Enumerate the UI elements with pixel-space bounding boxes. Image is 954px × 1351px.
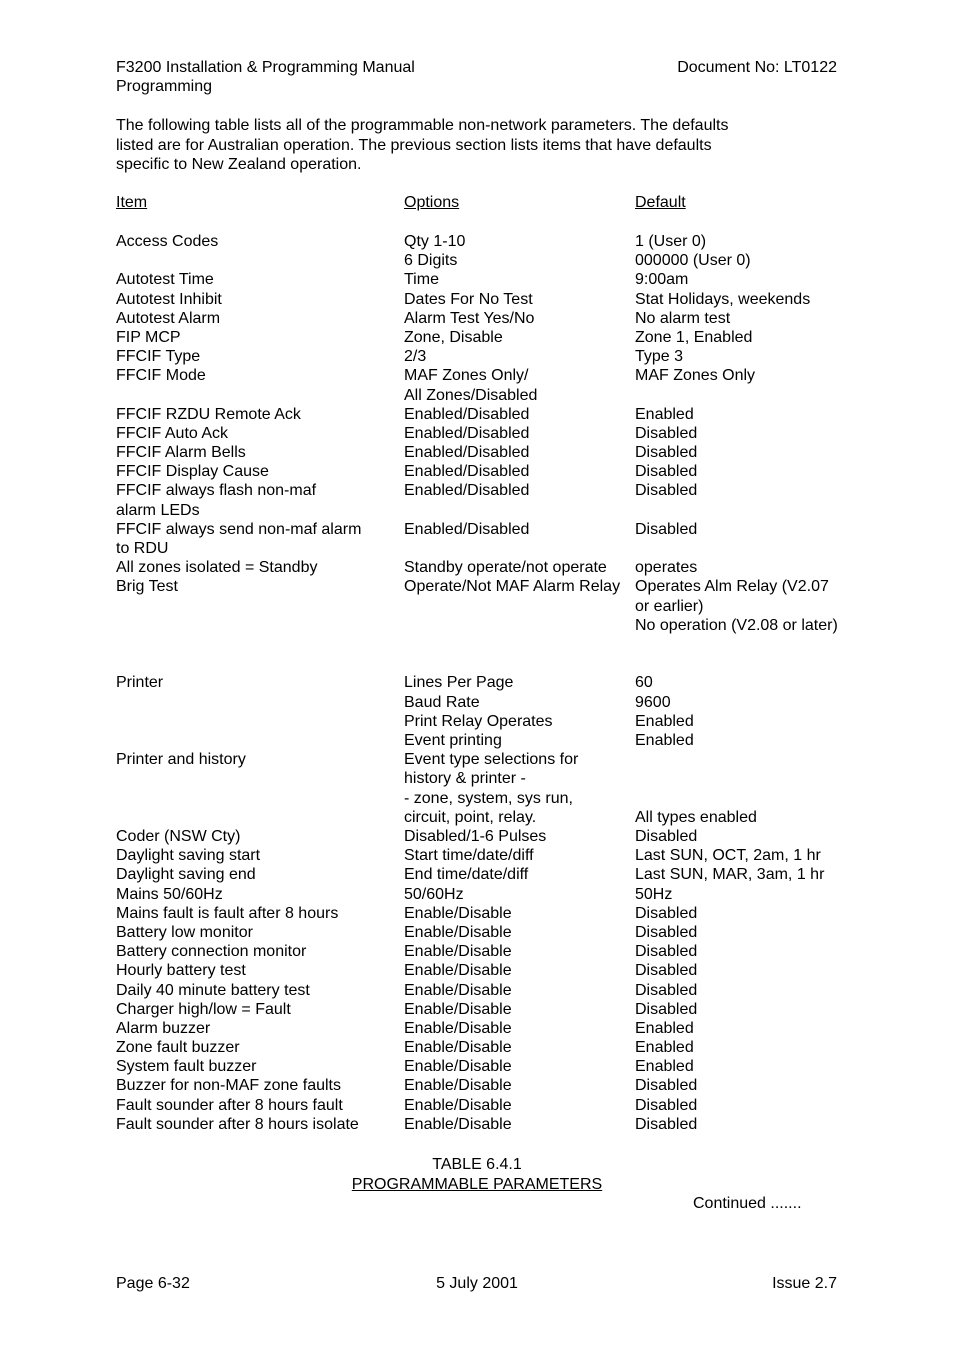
cell-line: Hourly battery test [116,962,246,980]
table-row [0,290,954,309]
cell-line [116,712,163,731]
cell-line: Enable/Disable [404,1077,512,1095]
options-cell [404,328,503,347]
column-header-item: Item [116,194,148,211]
item-cell [116,1115,359,1134]
table-row [0,1076,954,1095]
default-cell [635,481,697,519]
cell-line: Print Relay Operates [404,712,553,730]
cell-line [116,597,178,616]
item-cell [116,481,316,519]
cell-line: Disabled [635,962,698,980]
cell-line: Printer [116,674,164,692]
cell-line: Disabled [635,463,698,481]
default-cell [635,1000,697,1019]
cell-line: 9:00am [635,271,689,289]
cell-line: FFCIF Display Cause [116,463,269,481]
item-cell [116,309,220,328]
table-row [0,827,954,846]
table-row [0,1038,954,1057]
item-cell [116,1096,343,1115]
options-cell [404,673,553,750]
cell-line: Enable/Disable [404,1115,512,1133]
item-cell [116,885,223,904]
footer-issue: Issue 2.7 [772,1275,837,1292]
cell-line: Disabled [635,444,698,462]
footer-page: Page 6-32 [116,1275,190,1292]
table-row [0,347,954,366]
cell-line: 9600 [635,693,671,711]
default-cell [635,405,694,424]
table-caption [0,1155,954,1194]
cell-line: Enable/Disable [404,1058,512,1076]
cell-line: Enable/Disable [404,1039,512,1057]
cell-line: 6 Digits [404,252,458,270]
table-row [0,405,954,424]
cell-line: alarm LEDs [116,501,200,519]
options-cell [404,577,620,654]
cell-line: FFCIF Auto Ack [116,424,229,442]
table-row [0,904,954,923]
cell-line: Enabled/Disabled [404,444,530,462]
cell-line [116,635,178,654]
cell-line: Enable/Disable [404,943,512,961]
item-cell [116,981,310,1000]
cell-line: Enable/Disable [404,962,512,980]
table-row [0,673,954,750]
options-cell [404,846,534,865]
cell-line: Last SUN, MAR, 3am, 1 hr [635,866,825,884]
table-row [0,1115,954,1134]
cell-line: Enabled [635,405,694,423]
options-cell [404,865,528,884]
table-row [0,865,954,884]
options-cell [404,1076,512,1095]
cell-line: Event type selections for [404,751,579,769]
default-cell [635,462,697,481]
cell-line [635,769,757,788]
cell-line: Buzzer for non-MAF zone faults [116,1077,341,1095]
cell-line [635,386,755,405]
options-cell [404,1096,512,1115]
item-cell [116,328,181,347]
cell-line [404,635,620,654]
item-cell [116,462,269,481]
cell-line: Enable/Disable [404,904,512,922]
item-cell [116,520,361,558]
cell-line [116,616,178,635]
table-title: PROGRAMMABLE PARAMETERS [351,1175,603,1193]
cell-line: history & printer - [404,770,526,788]
cell-line: Disabled [635,981,698,999]
section-title: Programming [116,78,213,95]
default-cell [635,1115,697,1134]
options-cell [404,750,578,827]
cell-line: Mains 50/60Hz [116,885,223,903]
cell-line [635,750,757,769]
parameters-table [0,232,954,1134]
cell-line: FFCIF Type [116,348,201,366]
cell-line: Enable/Disable [404,981,512,999]
cell-line: 1 (User 0) [635,233,707,250]
item-cell [116,1038,240,1057]
options-cell [404,443,529,462]
cell-line: Fault sounder after 8 hours isolate [116,1115,359,1133]
cell-line [116,769,246,788]
cell-line: Start time/date/diff [404,847,534,865]
table-row [0,923,954,942]
cell-line: Disabled [635,520,698,538]
default-cell [635,309,730,328]
cell-line: Standby operate/not operate [404,559,607,577]
cell-line: Battery low monitor [116,923,253,941]
cell-line: or earlier) [635,597,704,615]
item-cell [116,558,317,577]
default-cell [635,904,697,923]
cell-line: Battery connection monitor [116,943,307,961]
item-cell [116,1000,291,1019]
cell-line: Disabled [635,1096,698,1114]
cell-line: Fault sounder after 8 hours fault [116,1096,343,1114]
item-cell [116,424,228,443]
table-row [0,885,954,904]
cell-line: Enabled [635,1058,694,1076]
options-cell [404,1038,512,1057]
cell-line: Enabled [635,731,694,749]
options-cell [404,424,529,443]
cell-line: FFCIF Alarm Bells [116,444,246,462]
default-cell [635,846,821,865]
cell-line: operates [635,559,698,577]
options-cell [404,558,607,577]
options-cell [404,520,529,558]
cell-line: FFCIF always send non-maf alarm [116,520,362,538]
default-cell [635,750,757,827]
cell-line: Type 3 [635,348,684,366]
intro-line: listed are for Australian operation. The previous section lists items that have defaults [116,136,712,154]
cell-line: Operate/Not MAF Alarm Relay [404,578,621,596]
cell-line: Disabled [635,923,698,941]
cell-line: All zones isolated = Standby [116,559,318,577]
default-cell [635,827,697,846]
cell-line: Disabled [635,828,698,846]
cell-line: Enabled/Disabled [404,463,530,481]
table-row [0,481,954,519]
options-cell [404,827,546,846]
cell-line: Baud Rate [404,693,480,711]
cell-line: System fault buzzer [116,1058,257,1076]
table-row [0,846,954,865]
default-cell [635,366,755,404]
default-cell [635,885,672,904]
default-cell [635,520,697,558]
cell-line [635,635,838,654]
cell-line: Disabled/1-6 Pulses [404,828,547,846]
item-cell [116,577,178,654]
table-row [0,424,954,443]
cell-line: Enabled [635,1039,694,1057]
cell-line: Mains fault is fault after 8 hours [116,904,339,922]
table-row [0,961,954,980]
default-cell [635,1076,697,1095]
options-cell [404,481,529,519]
default-cell [635,1096,697,1115]
cell-line: - zone, system, sys run, [404,789,573,807]
cell-line: All types enabled [635,808,757,826]
options-cell [404,232,465,270]
cell-line: Access Codes [116,233,219,250]
cell-line: Coder (NSW Cty) [116,828,241,846]
cell-line: FFCIF always flash non-maf [116,482,317,500]
cell-line: Disabled [635,904,698,922]
cell-line: Autotest Alarm [116,309,221,327]
cell-line: Alarm Test Yes/No [404,309,535,327]
cell-line: Enabled [635,712,694,730]
table-row [0,520,954,558]
cell-line: Operates Alm Relay (V2.07 [635,578,829,596]
cell-line: Enable/Disable [404,1096,512,1114]
options-cell [404,1019,512,1038]
table-row [0,1057,954,1076]
default-cell [635,865,824,884]
default-cell [635,232,751,270]
default-cell [635,981,697,1000]
cell-line: Disabled [635,1000,698,1018]
cell-line: Autotest Inhibit [116,290,222,308]
item-cell [116,290,222,309]
item-cell [116,865,256,884]
cell-line: MAF Zones Only/ [404,367,529,385]
table-row [0,366,954,404]
options-cell [404,904,512,923]
options-cell [404,942,512,961]
cell-line: FFCIF RZDU Remote Ack [116,405,301,423]
default-cell [635,1057,694,1076]
item-cell [116,827,240,846]
default-cell [635,290,810,309]
options-cell [404,462,529,481]
cell-line: Enabled/Disabled [404,520,530,538]
cell-line: Daily 40 minute battery test [116,981,310,999]
intro-paragraph [116,116,836,175]
default-cell [635,347,683,366]
cell-line: Enabled [635,1019,694,1037]
cell-line [116,731,163,750]
cell-line [116,808,246,827]
column-header-default: Default [635,194,686,211]
cell-line [404,597,620,616]
cell-line: Last SUN, OCT, 2am, 1 hr [635,847,821,865]
cell-line: Charger high/low = Fault [116,1000,291,1018]
table-row [0,328,954,347]
cell-line: 50/60Hz [404,885,464,903]
column-header-options: Options [404,194,460,211]
cell-line: Zone 1, Enabled [635,328,753,346]
options-cell [404,961,512,980]
table-row [0,750,954,827]
item-cell [116,904,338,923]
cell-line: Lines Per Page [404,674,514,692]
intro-line: specific to New Zealand operation. [116,156,362,173]
options-cell [404,1057,512,1076]
options-cell [404,1000,512,1019]
continued-note: Continued ....... [693,1195,802,1212]
table-row [0,1019,954,1038]
default-cell [635,558,697,577]
cell-line: MAF Zones Only [635,367,756,385]
cell-line: Autotest Time [116,271,214,289]
item-cell [116,750,246,827]
default-cell [635,942,697,961]
table-row [0,462,954,481]
cell-line: Zone, Disable [404,328,503,346]
item-cell [116,347,200,366]
cell-line [404,616,620,635]
table-row [0,981,954,1000]
table-row [0,232,954,270]
table-row [0,577,954,654]
item-cell [116,405,301,424]
document-number: Document No: LT0122 [677,59,837,76]
default-cell [635,424,697,443]
item-cell [116,232,218,270]
cell-line: 50Hz [635,885,673,903]
cell-line [116,386,206,405]
item-cell [116,923,253,942]
table-row [0,309,954,328]
cell-line [635,501,697,520]
item-cell [116,1019,210,1038]
options-cell [404,923,512,942]
cell-line: 2/3 [404,348,427,366]
options-cell [404,405,529,424]
item-cell [116,270,214,289]
cell-line: Enable/Disable [404,1000,512,1018]
cell-line: 60 [635,674,653,692]
cell-line: Daylight saving end [116,866,256,884]
default-cell [635,270,688,289]
item-cell [116,366,206,404]
cell-line: Disabled [635,424,698,442]
cell-line: Event printing [404,731,502,749]
cell-line: No alarm test [635,309,731,327]
cell-line [635,539,697,558]
cell-line: Enabled/Disabled [404,424,530,442]
options-cell [404,309,534,328]
cell-line: Brig Test [116,578,178,596]
cell-line: FIP MCP [116,328,181,346]
cell-line: Disabled [635,1077,698,1095]
item-cell [116,1076,341,1095]
cell-line: No operation (V2.08 or later) [635,616,838,634]
options-cell [404,366,537,404]
default-cell [635,961,697,980]
options-cell [404,885,464,904]
cell-line: Alarm buzzer [116,1019,211,1037]
cell-line [116,251,218,270]
manual-title: F3200 Installation & Programming Manual [116,59,415,76]
item-cell [116,1057,257,1076]
default-cell [635,328,752,347]
options-cell [404,270,439,289]
default-cell [635,1038,694,1057]
cell-line [404,539,529,558]
table-row [0,558,954,577]
cell-line [404,501,529,520]
table-row [0,1000,954,1019]
cell-line: Daylight saving start [116,847,261,865]
intro-line: The following table lists all of the programmable non-network parameters. The defaults [116,117,729,134]
item-cell [116,961,246,980]
page-header-left [116,58,415,96]
table-row [0,942,954,961]
footer-date: 5 July 2001 [436,1275,518,1292]
cell-line: End time/date/diff [404,866,529,884]
table-row [0,443,954,462]
cell-line: Disabled [635,482,698,500]
table-row [0,1096,954,1115]
cell-line: Enable/Disable [404,1019,512,1037]
cell-line: Stat Holidays, weekends [635,290,811,308]
default-cell [635,673,694,750]
cell-line: All Zones/Disabled [404,386,538,404]
default-cell [635,923,697,942]
cell-line: to RDU [116,540,169,558]
cell-line: FFCIF Mode [116,367,206,385]
item-cell [116,942,306,961]
item-cell [116,673,163,750]
item-cell [116,443,246,462]
options-cell [404,290,533,309]
table-row [0,270,954,289]
cell-line: Zone fault buzzer [116,1039,240,1057]
default-cell [635,443,697,462]
table-number: TABLE 6.4.1 [432,1156,522,1173]
cell-line: Disabled [635,943,698,961]
cell-line: Enabled/Disabled [404,405,530,423]
default-cell [635,1019,694,1038]
cell-line: Disabled [635,1115,698,1133]
options-cell [404,347,426,366]
cell-line [116,693,163,712]
options-cell [404,1115,512,1134]
cell-line [116,789,246,808]
cell-line: 000000 (User 0) [635,252,751,270]
cell-line: circuit, point, relay. [404,808,537,826]
cell-line: Printer and history [116,751,246,769]
options-cell [404,981,512,1000]
cell-line [635,789,757,808]
item-cell [116,846,260,865]
cell-line: Dates For No Test [404,290,533,308]
cell-line: Qty 1-10 [404,233,466,250]
cell-line: Enable/Disable [404,923,512,941]
default-cell [635,577,838,654]
cell-line: Time [404,271,439,289]
cell-line: Enabled/Disabled [404,482,530,500]
